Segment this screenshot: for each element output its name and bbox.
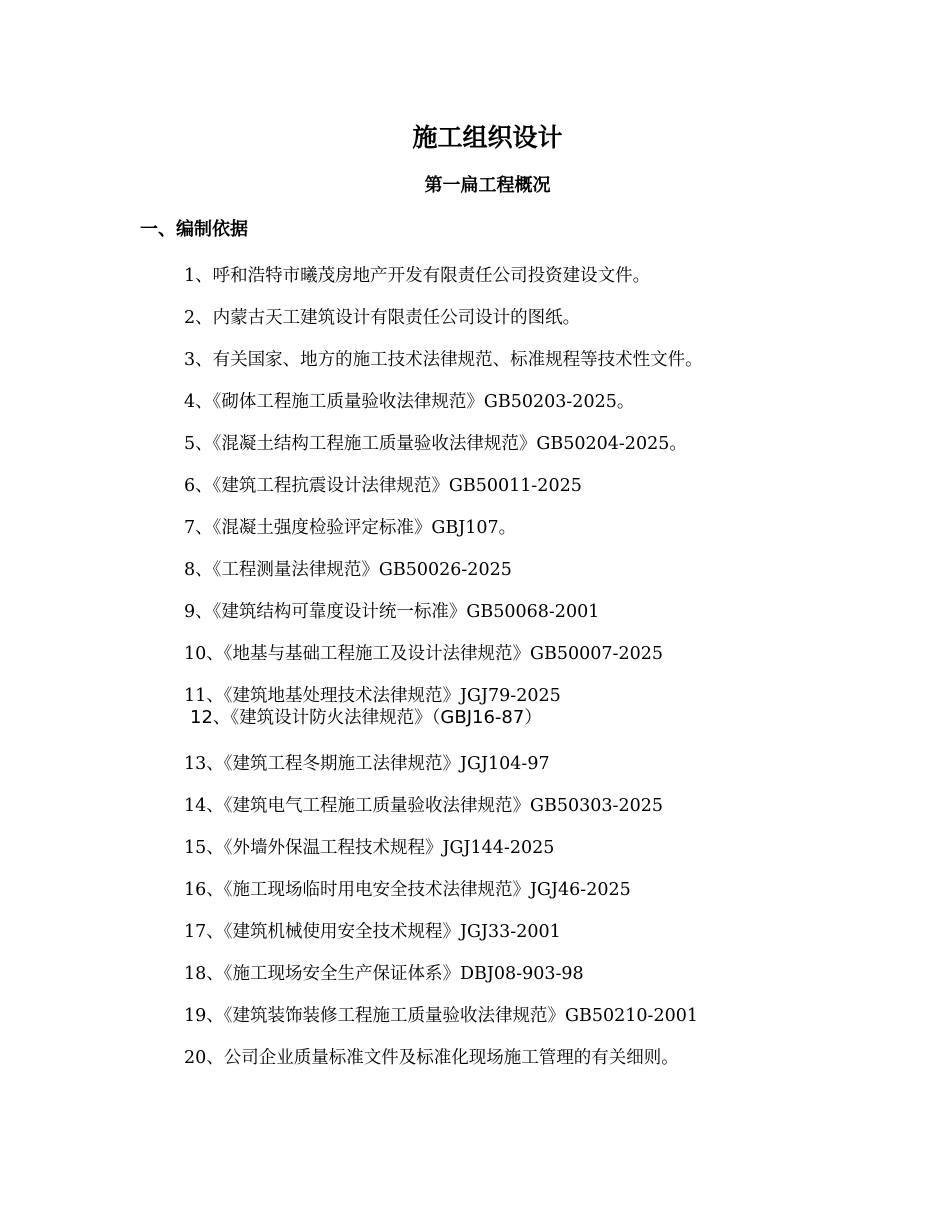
reference-item-12 bbox=[190, 704, 904, 750]
reference-item: 10、《地基与基础工程施工及设计法律规范》GB50007-2025 bbox=[184, 644, 663, 664]
reference-item: 19、《建筑装饰装修工程施工质量验收法律规范》GB50210-2001 bbox=[184, 1006, 698, 1026]
document-title: 施工组织设计 bbox=[412, 123, 563, 152]
reference-item: 20、公司企业质量标准文件及标准化现场施工管理的有关细则。 bbox=[184, 1048, 679, 1068]
reference-item: 18、《施工现场安全生产保证体系》DBJ08-903-98 bbox=[184, 964, 584, 984]
reference-12-close: ） bbox=[524, 708, 542, 728]
reference-12-number: 12 bbox=[190, 707, 213, 728]
reference-item: 6、《建筑工程抗震设计法律规范》GB50011-2025 bbox=[184, 476, 582, 496]
reference-item: 9、《建筑结构可靠度设计统一标准》GB50068-2001 bbox=[184, 602, 600, 622]
reference-item: 7、《混凝土强度检验评定标准》GBJ107。 bbox=[184, 518, 517, 538]
reference-item: 5、《混凝土结构工程施工质量验收法律规范》GB50204-2025。 bbox=[184, 434, 687, 454]
reference-item: 17、《建筑机械使用安全技术规程》JGJ33-2001 bbox=[184, 922, 561, 942]
reference-item: 13、《建筑工程冬期施工法律规范》JGJ104-97 bbox=[184, 754, 550, 774]
reference-item: 15、《外墙外保温工程技术规程》JGJ144-2025 bbox=[184, 838, 555, 858]
reference-item: 3、有关国家、地方的施工技术法律规范、标准规程等技术性文件。 bbox=[184, 350, 703, 370]
reference-item: 16、《施工现场临时用电安全技术法律规范》JGJ46-2025 bbox=[184, 880, 631, 900]
reference-12-code: GBJ16-87 bbox=[440, 707, 525, 728]
reference-item: 11、《建筑地基处理技术法律规范》JGJ79-2025 bbox=[184, 686, 561, 706]
reference-item: 1、呼和浩特市曦茂房地产开发有限责任公司投资建设文件。 bbox=[184, 266, 651, 286]
reference-12-text: 、《建筑设计防火法律规范》（ bbox=[212, 708, 441, 728]
reference-item: 8、《工程测量法律规范》GB50026-2025 bbox=[184, 560, 512, 580]
reference-item: 4、《砌体工程施工质量验收法律规范》GB50203-2025。 bbox=[184, 392, 635, 412]
reference-list bbox=[184, 262, 904, 1086]
document-subtitle: 第一扁工程概况 bbox=[424, 175, 551, 196]
reference-item: 2、内蒙古天工建筑设计有限责任公司设计的图纸。 bbox=[184, 308, 581, 328]
section-heading: 一、编制依据 bbox=[140, 219, 248, 240]
reference-item: 14、《建筑电气工程施工质量验收法律规范》GB50303-2025 bbox=[184, 796, 663, 816]
